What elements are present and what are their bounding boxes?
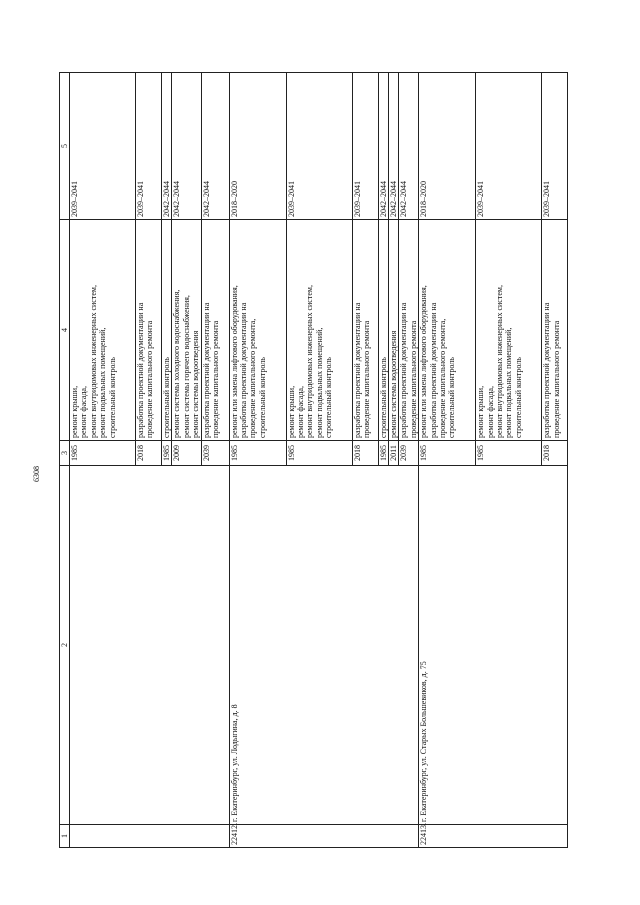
repair-period: 2042–2044: [389, 73, 399, 220]
repair-period: 2018–2020: [229, 73, 286, 220]
work-line: разработка проектной документации на: [239, 302, 249, 438]
rotated-table-container: [59, 78, 571, 848]
work-line: разработка проектной документации на: [428, 302, 438, 438]
work-line: разработка проектной документации на: [399, 302, 409, 438]
repair-works: [419, 220, 476, 441]
repair-period: 2042–2044: [399, 73, 419, 220]
commission-year: 1985: [229, 441, 286, 466]
repair-period: 2018–2020: [419, 73, 476, 220]
entry-address: [70, 466, 230, 825]
repair-works: [70, 220, 136, 441]
work-line: проведение капитального ремонта,: [438, 318, 448, 438]
repair-period: 2039–2041: [352, 73, 378, 220]
work-line: ремонт внутридомовых инженерных систем,: [88, 285, 98, 438]
work-line: ремонт фасада,: [79, 386, 89, 438]
repair-works: [229, 220, 286, 441]
col-header-2: 2: [60, 466, 70, 825]
repair-works: [389, 220, 399, 441]
entry-address: г. Екатеринбург, ул. Лодыгина, д. 8: [229, 466, 419, 825]
work-line: ремонт внутридомовых инженерных систем,: [495, 285, 505, 438]
repair-period: 2042–2044: [378, 73, 388, 220]
repair-period: 2039–2041: [70, 73, 136, 220]
work-line: ремонт крыши,: [70, 385, 79, 438]
commission-year: 2011: [389, 441, 399, 466]
work-line: ремонт подвальных помещений,: [98, 327, 108, 438]
repair-works: [136, 220, 162, 441]
commission-year: 2009: [172, 441, 201, 466]
work-line: ремонт фасада,: [296, 386, 306, 438]
work-line: разработка проектной документации на: [136, 302, 145, 438]
commission-year: 1985: [70, 441, 136, 466]
entry-number: [70, 825, 230, 848]
commission-year: 2039: [201, 441, 229, 466]
work-line: ремонт системы водоотведения: [389, 330, 399, 438]
commission-year: 1985: [419, 441, 476, 466]
work-line: ремонт подвальных помещений,: [314, 327, 324, 438]
repair-period: 2042–2044: [162, 73, 172, 220]
repair-works: [162, 220, 172, 441]
commission-year: 1985: [476, 441, 542, 466]
commission-year: 2018: [542, 441, 568, 466]
entry-number: 22413.: [419, 825, 568, 848]
commission-year: 2018: [136, 441, 162, 466]
entry-number: 22412.: [229, 825, 419, 848]
repair-works: [399, 220, 419, 441]
work-line: строительный контроль: [162, 357, 171, 438]
repair-works: [378, 220, 388, 441]
repair-works: [476, 220, 542, 441]
table-row: [229, 73, 286, 848]
repair-period: 2042–2044: [172, 73, 201, 220]
work-line: проведение капитального ремонта: [551, 320, 561, 438]
col-header-4: 4: [60, 220, 70, 441]
commission-year: 2018: [352, 441, 378, 466]
work-line: разработка проектной документации на: [352, 302, 362, 438]
work-line: ремонт или замена лифтового оборудования,: [229, 285, 239, 438]
table-row: [419, 73, 476, 848]
commission-year: 1985: [378, 441, 388, 466]
repair-period: 2042–2044: [201, 73, 229, 220]
work-line: разработка проектной документации на: [542, 302, 552, 438]
column-number-row: [60, 73, 70, 848]
work-line: проведение капитального ремонта: [145, 320, 155, 438]
work-line: строительный контроль: [107, 357, 117, 438]
repair-period: 2039–2041: [542, 73, 568, 220]
work-line: строительный контроль: [447, 357, 457, 438]
work-line: ремонт или замена лифтового оборудования,: [419, 285, 429, 438]
work-line: проведение капитального ремонта: [362, 320, 372, 438]
entry-address: г. Екатеринбург, ул. Старых Большевиков, д. 75: [419, 466, 568, 825]
repair-works: [201, 220, 229, 441]
repair-works: [286, 220, 352, 441]
work-line: ремонт системы горячего водоснабжения,: [181, 295, 191, 438]
table-row: [70, 73, 136, 848]
work-line: ремонт крыши,: [476, 385, 486, 438]
work-line: проведение капитального ремонта: [408, 320, 418, 438]
repair-period: 2039–2041: [476, 73, 542, 220]
work-line: ремонт крыши,: [286, 385, 296, 438]
commission-year: 1985: [162, 441, 172, 466]
repair-period: 2039–2041: [286, 73, 352, 220]
work-line: ремонт подвальных помещений,: [504, 327, 514, 438]
col-header-1: 1: [60, 825, 70, 848]
work-line: строительный контроль: [378, 357, 388, 438]
commission-year: 1985: [286, 441, 352, 466]
repair-works: [352, 220, 378, 441]
repair-period: 2039–2041: [136, 73, 162, 220]
col-header-5: 5: [60, 73, 70, 220]
work-line: строительный контроль: [513, 357, 523, 438]
work-line: ремонт внутридомовых инженерных систем,: [305, 285, 315, 438]
work-line: проведение капитального ремонта: [211, 320, 221, 438]
work-line: проведение капитального ремонта,: [248, 318, 258, 438]
repair-works: [172, 220, 201, 441]
work-line: ремонт фасада,: [485, 386, 495, 438]
commission-year: 2039: [399, 441, 419, 466]
repair-schedule-table: [59, 72, 568, 848]
page-number: 6308: [32, 466, 41, 482]
work-line: строительный контроль: [257, 357, 267, 438]
work-line: ремонт системы водоотведения: [191, 330, 201, 438]
col-header-3: 3: [60, 441, 70, 466]
repair-works: [542, 220, 568, 441]
work-line: разработка проектной документации на: [201, 302, 211, 438]
work-line: ремонт системы холодного водоснабжения,: [172, 289, 182, 438]
work-line: строительный контроль: [324, 357, 334, 438]
